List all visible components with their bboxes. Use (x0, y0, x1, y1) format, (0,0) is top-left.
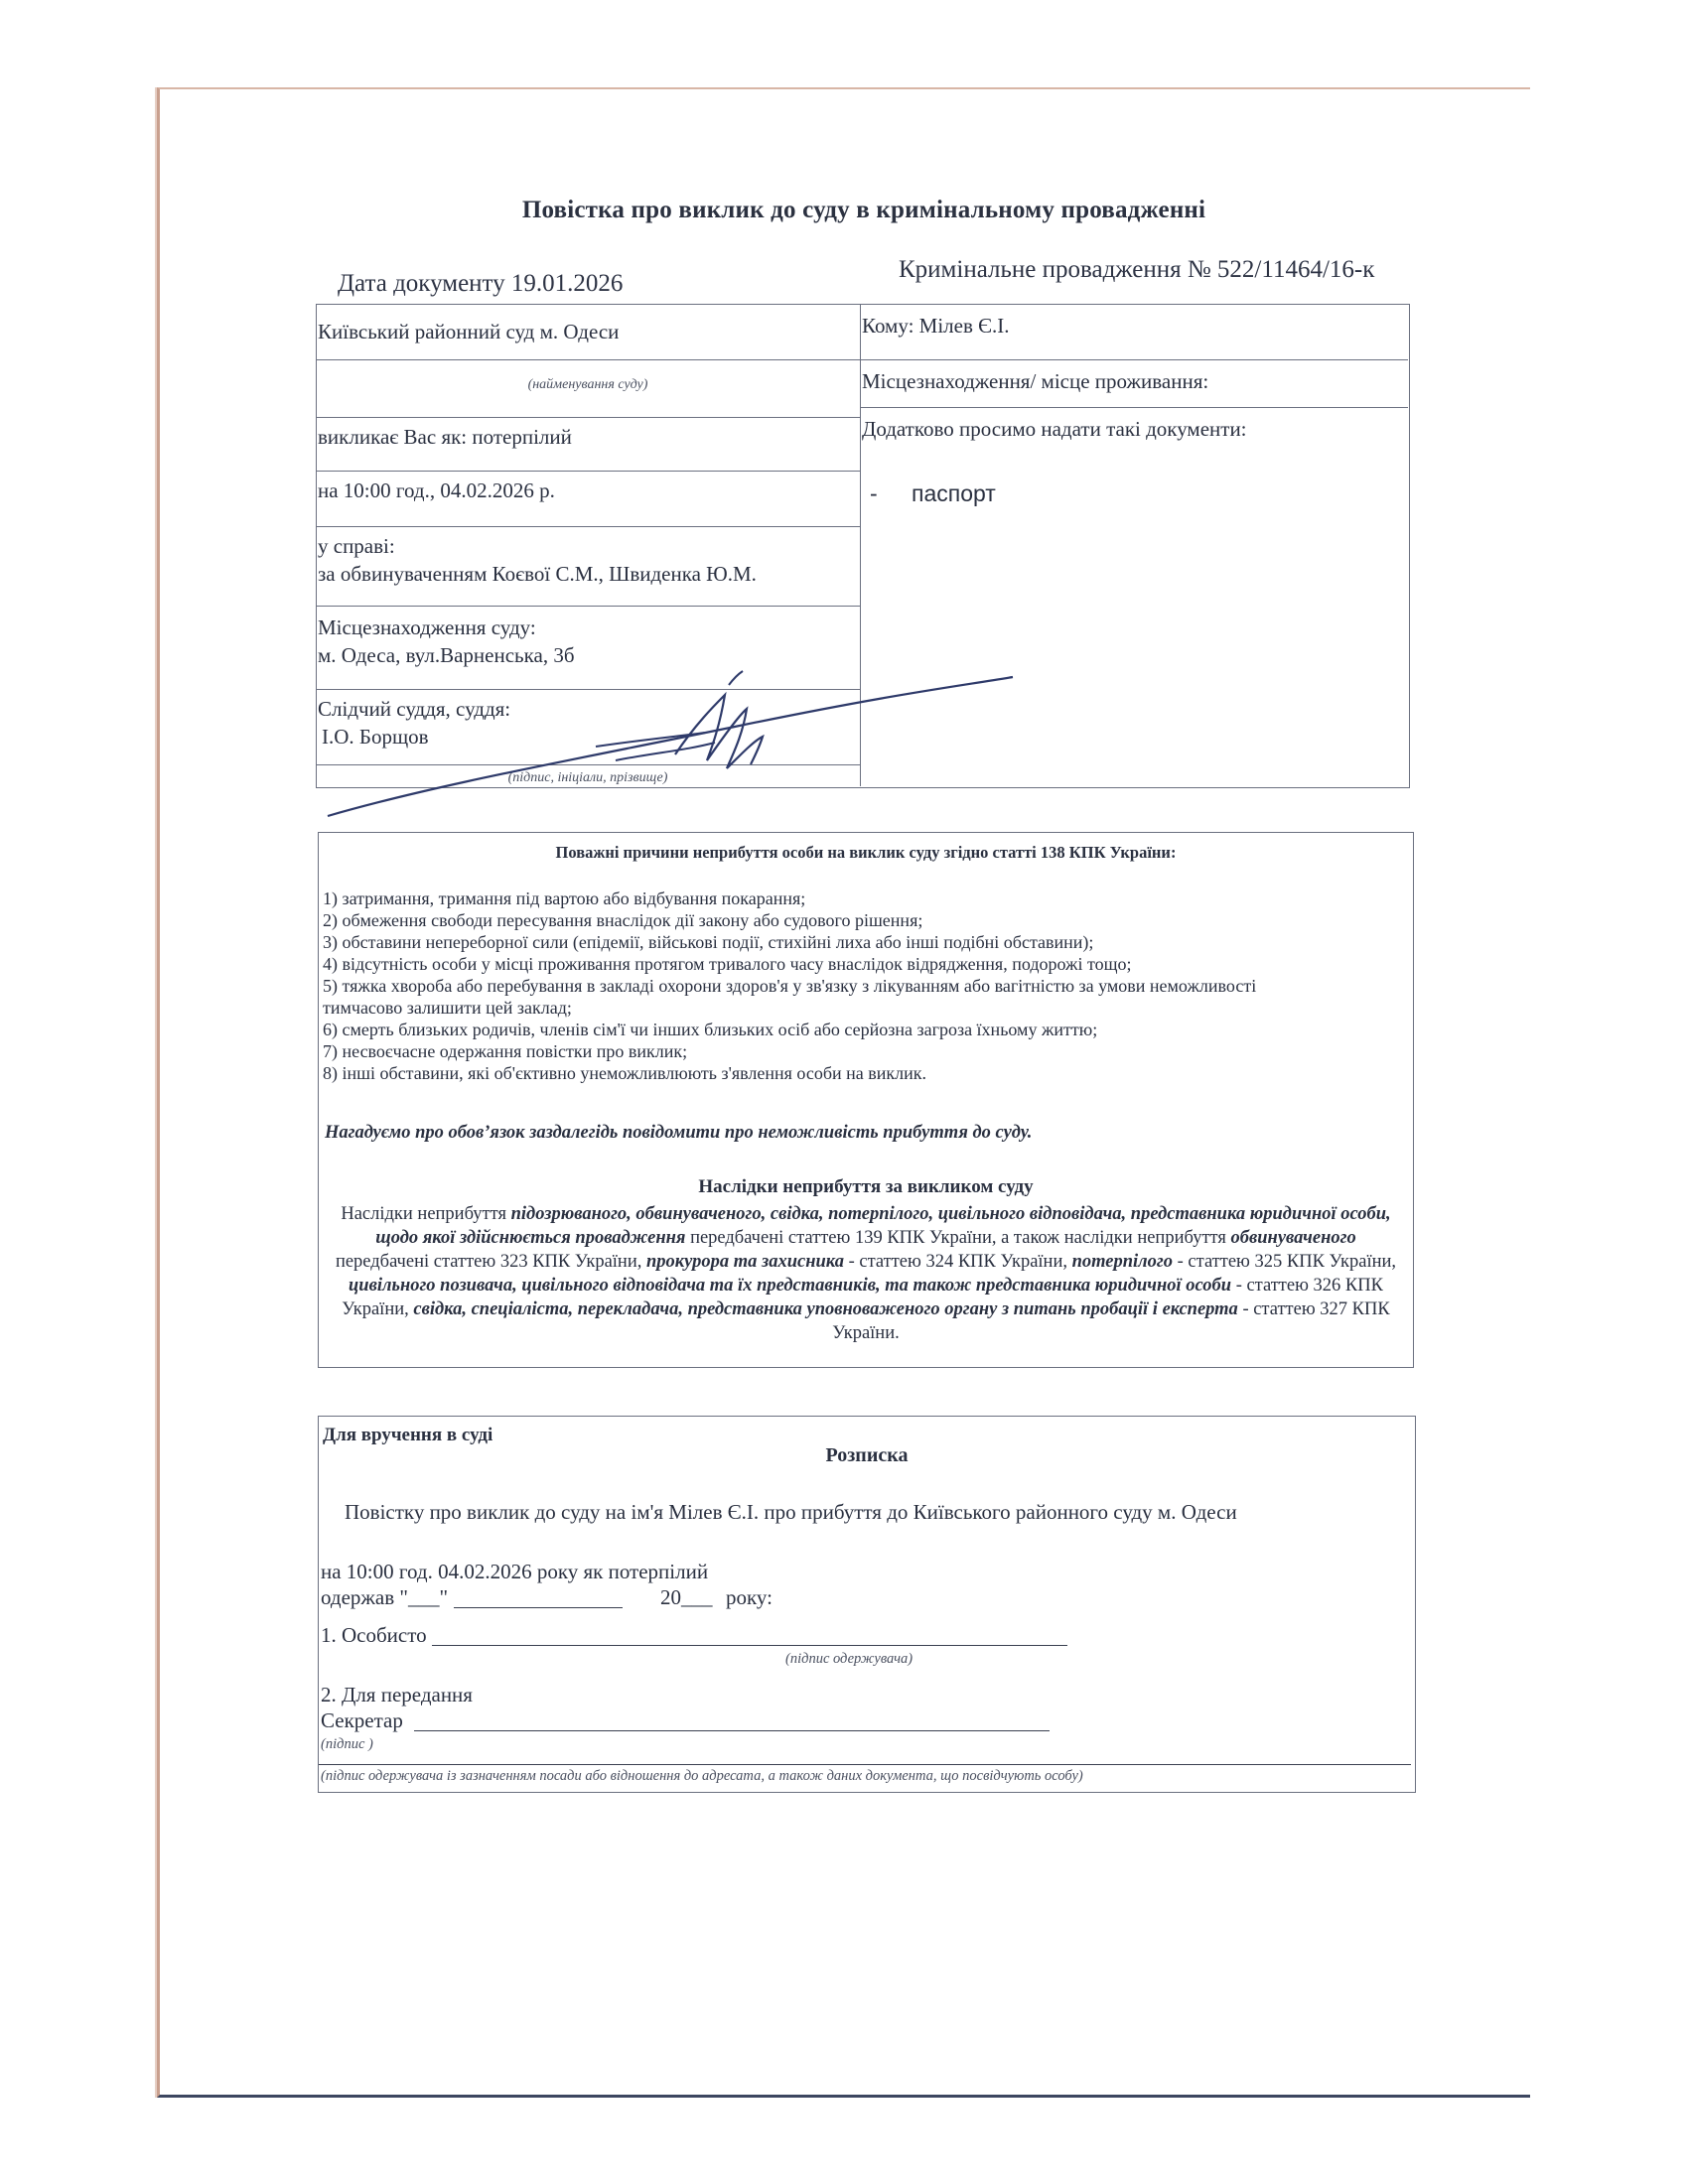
court-name-caption: (найменування суду) (527, 377, 648, 392)
signature-caption: (підпис, ініціали, прізвище) (507, 770, 668, 785)
reminder-text: Нагадуємо про обов’язок заздалегідь повідомити про неможливість прибуття до суду. (325, 1123, 1033, 1143)
court-name: Київський районний суд м. Одеси (318, 320, 620, 343)
reason-item: 1) затримання, тримання під вартою або відбування покарання; (323, 888, 806, 908)
personal-signature-caption: (підпис одержувача) (785, 1651, 914, 1667)
reasons-box (318, 832, 1414, 1368)
judge-name: І.О. Борщов (322, 725, 429, 749)
personal-signature-line (432, 1645, 1067, 1646)
reason-item: 2) обмеження свободи пересування внаслідок дії закону або судового рішення; (323, 910, 923, 930)
summons-role: викликає Вас як: потерпілий (318, 425, 572, 449)
reason-item: 6) смерть близьких родичів, членів сім'ї чи інших близьких осіб або серйозна загроза їхньому життю; (323, 1020, 1098, 1039)
receipt-footer-caption: (підпис одержувача із зазначенням посади або відношення до адресата, а також даних документа, що посвідчують особу) (321, 1768, 1083, 1784)
receipt-received-year: 20___ (660, 1585, 713, 1609)
consequences-segment: - статтею 324 КПК України, (843, 1252, 1072, 1272)
reason-item: 5) тяжка хвороба або перебування в закладі охорони здоров'я у зв'язку з лікуванням або вагітністю за умови неможливості (323, 976, 1257, 996)
receipt-label: Для вручення в суді (323, 1425, 493, 1445)
receipt-received-prefix: одержав "___" (321, 1585, 449, 1609)
receipt-box (318, 1416, 1416, 1793)
consequences-segment: - статтею 326 КПК України, (342, 1276, 1383, 1319)
receipt-secretary: Секретар (321, 1708, 403, 1732)
consequences-title: Наслідки неприбуття за викликом суду (698, 1176, 1034, 1197)
residence-label: Місцезнаходження/ місце проживання: (862, 369, 1209, 393)
consequences-segment: Наслідки неприбуття (341, 1204, 511, 1224)
judge-label: Слідчий суддя, суддя: (318, 697, 511, 721)
case-number: Кримінальне провадження № 522/11464/16-к (899, 256, 1375, 283)
documents-item-passport: паспорт (912, 480, 996, 506)
hearing-time: на 10:00 год., 04.02.2026 р. (318, 478, 555, 502)
document-title: Повістка про виклик до суду в кримінальному провадженні (521, 197, 1206, 223)
receipt-transfer: 2. Для передання (321, 1683, 473, 1706)
court-location-value: м. Одеса, вул.Варненська, 3б (318, 643, 575, 667)
consequences-segment: передбачені статтею 139 КПК України, а також наслідки неприбуття (685, 1228, 1231, 1248)
reason-item: 7) несвоєчасне одержання повістки про виклик; (323, 1041, 688, 1061)
case-text: за обвинуваченням Коєвої С.М., Швиденка Ю.М. (318, 562, 757, 586)
consequences-segment: прокурора та захисника (645, 1252, 844, 1272)
consequences-segment: підозрюваного, обвинуваченого, свідка, потерпілого, цивільного відповідача, представника юридичної особи, щодо якої здійснюється провадження (375, 1204, 1391, 1248)
consequences-segment: цивільного позивача, цивільного відповідача та їх представників, та також представника юридичної особи (349, 1276, 1232, 1296)
document-date: Дата документу 19.01.2026 (338, 270, 624, 297)
receipt-line-2: на 10:00 год. 04.02.2026 року як потерпілий (321, 1560, 709, 1583)
receipt-title: Розписка (825, 1444, 909, 1466)
consequences-segment: обвинуваченого (1230, 1228, 1356, 1248)
judge-signature (318, 665, 1033, 824)
reason-item: тимчасово залишити цей заклад; (323, 998, 572, 1018)
consequences-segment: потерпілого (1071, 1252, 1174, 1272)
reason-item: 3) обставини непереборної сили (епідемії, військові події, стихійні лиха або інші подібні обставини); (323, 932, 1094, 952)
documents-bullet: - (870, 480, 878, 506)
secretary-caption: (підпис ) (321, 1736, 373, 1752)
receipt-personal: 1. Особисто (321, 1623, 427, 1647)
consequences-segment: передбачені статтею 323 КПК України, (335, 1252, 646, 1272)
receipt-bottom-line (319, 1764, 1411, 1765)
consequences-text (327, 1202, 1405, 1345)
court-location-label: Місцезнаходження суду: (318, 615, 536, 639)
consequences-segment: свідка, спеціаліста, перекладача, представника уповноваженого органу з питань пробації і експерта (413, 1299, 1238, 1319)
recipient: Кому: Мілев Є.І. (862, 314, 1010, 338)
reason-item: 8) інші обставини, які об'єктивно унеможливлюють з'явлення особи на виклик. (323, 1063, 926, 1083)
received-month-line (454, 1607, 623, 1608)
case-label: у справі: (318, 534, 395, 558)
documents-label: Додатково просимо надати такі документи: (862, 417, 1247, 441)
reason-item: 4) відсутність особи у місці проживання протягом тривалого часу внаслідок відрядження, подорожі тощо; (323, 954, 1132, 974)
consequences-segment: - статтею 325 КПК України, (1173, 1252, 1397, 1272)
secretary-signature-line (414, 1730, 1050, 1731)
consequences-segment: - статтею 327 КПК України. (832, 1299, 1390, 1343)
receipt-received-suffix: року: (726, 1585, 773, 1609)
reasons-title: Поважні причини неприбуття особи на виклик суду згідно статті 138 КПК України: (555, 843, 1177, 862)
receipt-line-1: Повістку про виклик до суду на ім'я Мілев Є.І. про прибуття до Київського районного суду м. Одеси (345, 1500, 1237, 1524)
